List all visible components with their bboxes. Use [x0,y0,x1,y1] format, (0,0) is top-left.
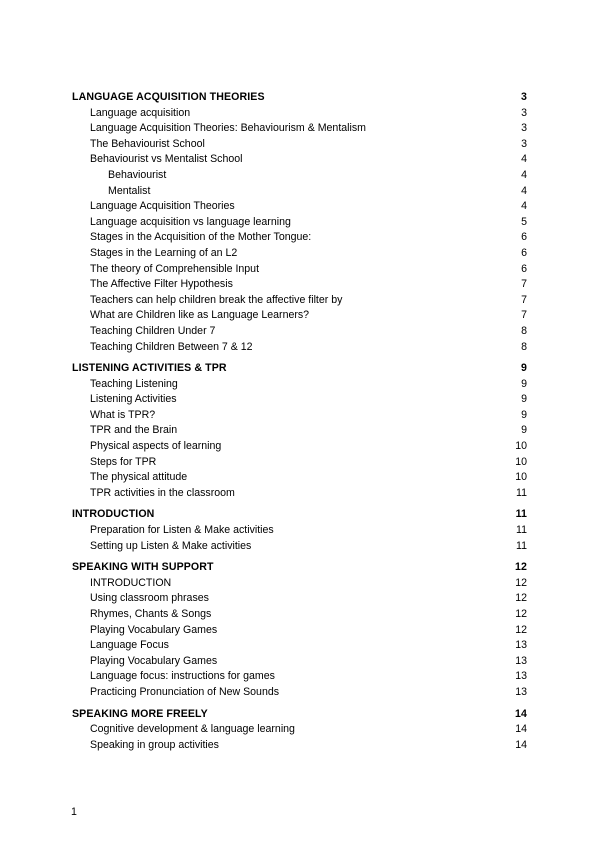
toc-entry-title: Language Focus [90,639,169,652]
toc-entry[interactable] [72,722,527,738]
table-of-contents [72,90,527,753]
toc-entry-title: Behaviourist vs Mentalist School [90,153,243,166]
toc-entry[interactable] [72,392,527,408]
toc-entry[interactable] [72,121,527,137]
toc-entry-title: Setting up Listen & Make activities [90,539,252,552]
toc-entry-title: Cognitive development & language learning [90,723,295,736]
toc-entry[interactable] [72,523,527,539]
toc-section [72,560,527,700]
toc-entry-title: What is TPR? [90,408,156,421]
toc-entry-title: Language Acquisition Theories: Behaviourism & Mentalism [90,122,366,135]
toc-entry[interactable] [72,654,527,670]
toc-heading[interactable] [72,560,527,576]
toc-entry-page: 11 [516,486,527,499]
toc-section [72,90,527,355]
toc-entry[interactable] [72,184,527,200]
toc-entry-title: Rhymes, Chants & Songs [90,608,212,620]
toc-heading-page: 9 [521,362,527,375]
toc-heading-title: LANGUAGE ACQUISITION THEORIES [72,91,265,103]
toc-heading[interactable] [72,707,527,723]
toc-entry-title: Practicing Pronunciation of New Sounds [90,685,280,698]
toc-entry-page: 14 [515,738,527,751]
toc-entry-title: The Affective Filter Hypothesis [90,278,233,291]
toc-entry-title: Steps for TPR [90,455,157,468]
toc-entry-page: 6 [521,231,527,244]
toc-entry[interactable] [72,685,527,701]
toc-entry[interactable] [72,199,527,215]
toc-entry[interactable] [72,246,527,262]
toc-entry-title: Language focus: instructions for games [90,670,275,683]
toc-entry-title: Speaking in group activities [90,738,219,751]
toc-heading-page: 12 [515,561,527,574]
toc-entry-page: 7 [521,278,527,291]
toc-section [72,507,527,554]
toc-entry[interactable] [72,423,527,439]
toc-entry-title: Teaching Children Between 7 & 12 [90,340,253,353]
toc-heading[interactable] [72,507,527,523]
toc-entry[interactable] [72,106,527,122]
toc-entry[interactable] [72,308,527,324]
toc-entry-page: 7 [521,293,527,306]
toc-entry-title: Stages in the Learning of an L2 [90,246,238,259]
toc-entry-title: Playing Vocabulary Games [90,654,218,667]
toc-heading[interactable] [72,361,527,377]
toc-entry-page: 4 [521,168,527,181]
toc-entry-title: INTRODUCTION [90,576,172,589]
toc-entry[interactable] [72,455,527,471]
toc-entry-page: 4 [521,153,527,166]
toc-entry-page: 8 [521,340,527,353]
toc-entry-page: 13 [515,670,527,683]
toc-heading[interactable] [72,90,527,106]
toc-section [72,707,527,754]
toc-entry-title: Stages in the Acquisition of the Mother Tongue: [90,231,312,244]
toc-entry[interactable] [72,669,527,685]
toc-entry-page: 13 [515,685,527,698]
toc-entry[interactable] [72,623,527,639]
toc-entry[interactable] [72,486,527,502]
toc-heading-page: 3 [521,91,527,103]
toc-heading-title: LISTENING ACTIVITIES & TPR [72,362,227,375]
toc-entry-title: Teaching Children Under 7 [90,324,216,337]
toc-entry[interactable] [72,262,527,278]
toc-entry[interactable] [72,539,527,555]
toc-entry-page: 13 [515,639,527,652]
toc-entry-page: 12 [515,576,527,589]
toc-entry-page: 12 [515,592,527,605]
toc-entry[interactable] [72,168,527,184]
toc-entry-page: 10 [515,471,527,484]
toc-entry-page: 10 [515,455,527,468]
toc-entry-page: 9 [521,393,527,406]
toc-entry-page: 3 [521,137,527,150]
toc-entry[interactable] [72,439,527,455]
toc-entry-title: Listening Activities [90,393,177,406]
toc-entry-title: Physical aspects of learning [90,440,222,453]
toc-entry-page: 13 [515,654,527,667]
toc-entry-title: Using classroom phrases [90,592,209,605]
toc-entry-page: 12 [515,623,527,636]
toc-entry-page: 4 [521,200,527,213]
toc-heading-page: 14 [515,707,527,720]
toc-entry[interactable] [72,215,527,231]
toc-entry-page: 3 [521,106,527,119]
toc-entry-page: 10 [515,440,527,453]
toc-entry-page: 9 [521,424,527,437]
toc-entry[interactable] [72,576,527,592]
toc-entry-page: 14 [515,723,527,736]
toc-entry-title: Teaching Listening [90,377,178,390]
toc-entry[interactable] [72,152,527,168]
toc-entry-page: 9 [521,377,527,390]
toc-heading-title: INTRODUCTION [72,508,155,521]
toc-entry-title: The physical attitude [90,471,188,484]
toc-entry[interactable] [72,738,527,754]
toc-entry-page: 12 [515,608,527,620]
toc-entry-title: The Behaviourist School [90,137,205,150]
toc-entry-title: The theory of Comprehensible Input [90,262,260,275]
page-number: 1 [71,806,77,818]
toc-entry-page: 11 [516,524,527,537]
toc-entry-title: Mentalist [108,184,151,197]
toc-entry-title: Playing Vocabulary Games [90,623,218,636]
toc-entry-title: Behaviourist [108,168,167,181]
toc-heading-page: 11 [515,508,527,521]
toc-entry-title: TPR activities in the classroom [90,486,235,499]
toc-section [72,361,527,501]
toc-entry[interactable] [72,277,527,293]
toc-entry-title: Preparation for Listen & Make activities [90,524,274,537]
toc-entry-page: 8 [521,324,527,337]
toc-entry-title: What are Children like as Language Learners? [90,309,310,322]
toc-entry[interactable] [72,230,527,246]
toc-entry-page: 7 [521,309,527,322]
toc-entry[interactable] [72,470,527,486]
toc-entry-page: 4 [521,184,527,197]
toc-entry[interactable] [72,591,527,607]
toc-entry[interactable] [72,293,527,309]
toc-heading-title: SPEAKING MORE FREELY [72,707,208,720]
toc-entry-page: 6 [521,262,527,275]
toc-entry-title: Language acquisition vs language learning [90,215,291,228]
toc-entry-title: Teachers can help children break the affective filter by [90,293,343,306]
toc-entry-title: Language acquisition [90,106,191,119]
toc-entry[interactable] [72,340,527,356]
toc-entry-page: 6 [521,246,527,259]
toc-entry[interactable] [72,607,527,623]
toc-entry[interactable] [72,137,527,153]
toc-entry-page: 11 [516,539,527,552]
toc-entry-page: 3 [521,122,527,135]
toc-entry[interactable] [72,377,527,393]
toc-entry-title: Language Acquisition Theories [90,200,235,213]
toc-entry-page: 9 [521,408,527,421]
toc-entry[interactable] [72,408,527,424]
toc-entry-page: 5 [521,215,527,228]
toc-entry[interactable] [72,324,527,340]
toc-entry-title: TPR and the Brain [90,424,178,437]
toc-entry[interactable] [72,638,527,654]
toc-heading-title: SPEAKING WITH SUPPORT [72,561,214,574]
